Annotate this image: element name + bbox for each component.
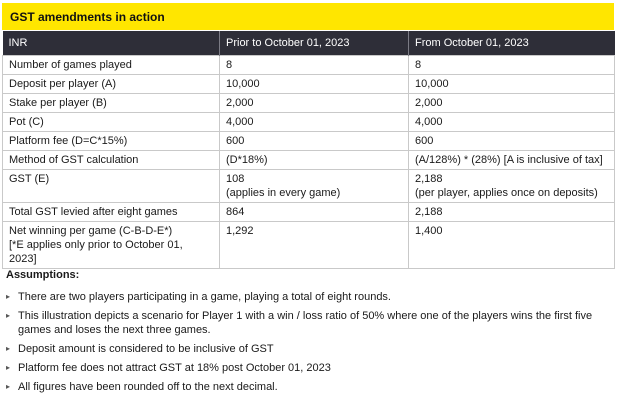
prior-value-note: (applies in every game) — [226, 187, 341, 199]
row-label: Number of games played — [3, 56, 220, 75]
table-row — [3, 113, 615, 132]
list-item — [6, 380, 612, 394]
bullet-icon: ▸ — [6, 382, 11, 391]
table-title: GST amendments in action — [2, 3, 614, 30]
prior-value: 1,292 — [220, 222, 409, 269]
prior-value: 2,000 — [220, 94, 409, 113]
prior-value: 864 — [220, 203, 409, 222]
from-value: 2,188 — [409, 203, 615, 222]
column-header-inr: INR — [3, 31, 220, 56]
list-item — [6, 342, 612, 356]
assumption-text: This illustration depicts a scenario for Player 1 with a win / loss ratio of 50% where one of the players wins the first five games and loses the next three games. — [18, 310, 593, 336]
column-header-from: From October 01, 2023 — [409, 31, 615, 56]
assumption-text: There are two players participating in a game, playing a total of eight rounds. — [18, 291, 391, 303]
prior-value: (D*18%) — [220, 151, 409, 170]
assumption-text: Platform fee does not attract GST at 18% post October 01, 2023 — [18, 362, 331, 374]
from-value: 8 — [409, 56, 615, 75]
row-label: Platform fee (D=C*15%) — [3, 132, 220, 151]
list-item — [6, 290, 612, 304]
gst-comparison-table — [2, 31, 615, 269]
row-label: Stake per player (B) — [3, 94, 220, 113]
prior-value — [220, 170, 409, 203]
prior-value: 8 — [220, 56, 409, 75]
row-label — [3, 222, 220, 269]
table-row — [3, 203, 615, 222]
bullet-icon: ▸ — [6, 344, 11, 353]
from-value-note: (per player, applies once on deposits) — [415, 187, 598, 199]
table-row — [3, 56, 615, 75]
table-header-row — [3, 31, 615, 56]
from-value: 4,000 — [409, 113, 615, 132]
from-value-main: 2,188 — [415, 173, 443, 185]
row-label: Deposit per player (A) — [3, 75, 220, 94]
list-item — [6, 309, 612, 337]
prior-value: 600 — [220, 132, 409, 151]
row-label: Pot (C) — [3, 113, 220, 132]
table-row — [3, 94, 615, 113]
bullet-icon: ▸ — [6, 292, 11, 301]
from-value: 600 — [409, 132, 615, 151]
from-value: 2,000 — [409, 94, 615, 113]
prior-value: 10,000 — [220, 75, 409, 94]
from-value — [409, 170, 615, 203]
row-label-main: Net winning per game (C-B-D-E*) — [9, 225, 173, 237]
assumptions-heading: Assumptions: — [6, 269, 80, 281]
row-label-note: [*E applies only prior to October 01, 2023] — [9, 239, 183, 265]
table-row — [3, 132, 615, 151]
assumption-text: All figures have been rounded off to the next decimal. — [18, 381, 278, 393]
row-label: Method of GST calculation — [3, 151, 220, 170]
table-row — [3, 222, 615, 269]
bullet-icon: ▸ — [6, 311, 11, 320]
prior-value: 4,000 — [220, 113, 409, 132]
from-value: 1,400 — [409, 222, 615, 269]
from-value: (A/128%) * (28%) [A is inclusive of tax] — [409, 151, 615, 170]
bullet-icon: ▸ — [6, 363, 11, 372]
prior-value-main: 108 — [226, 173, 245, 185]
row-label: GST (E) — [3, 170, 220, 203]
table-row — [3, 75, 615, 94]
row-label: Total GST levied after eight games — [3, 203, 220, 222]
table-row — [3, 170, 615, 203]
list-item — [6, 361, 612, 375]
assumption-text: Deposit amount is considered to be inclusive of GST — [18, 343, 274, 355]
assumptions-section — [6, 269, 612, 399]
assumptions-list — [6, 290, 612, 394]
from-value: 10,000 — [409, 75, 615, 94]
table-row — [3, 151, 615, 170]
column-header-prior: Prior to October 01, 2023 — [220, 31, 409, 56]
